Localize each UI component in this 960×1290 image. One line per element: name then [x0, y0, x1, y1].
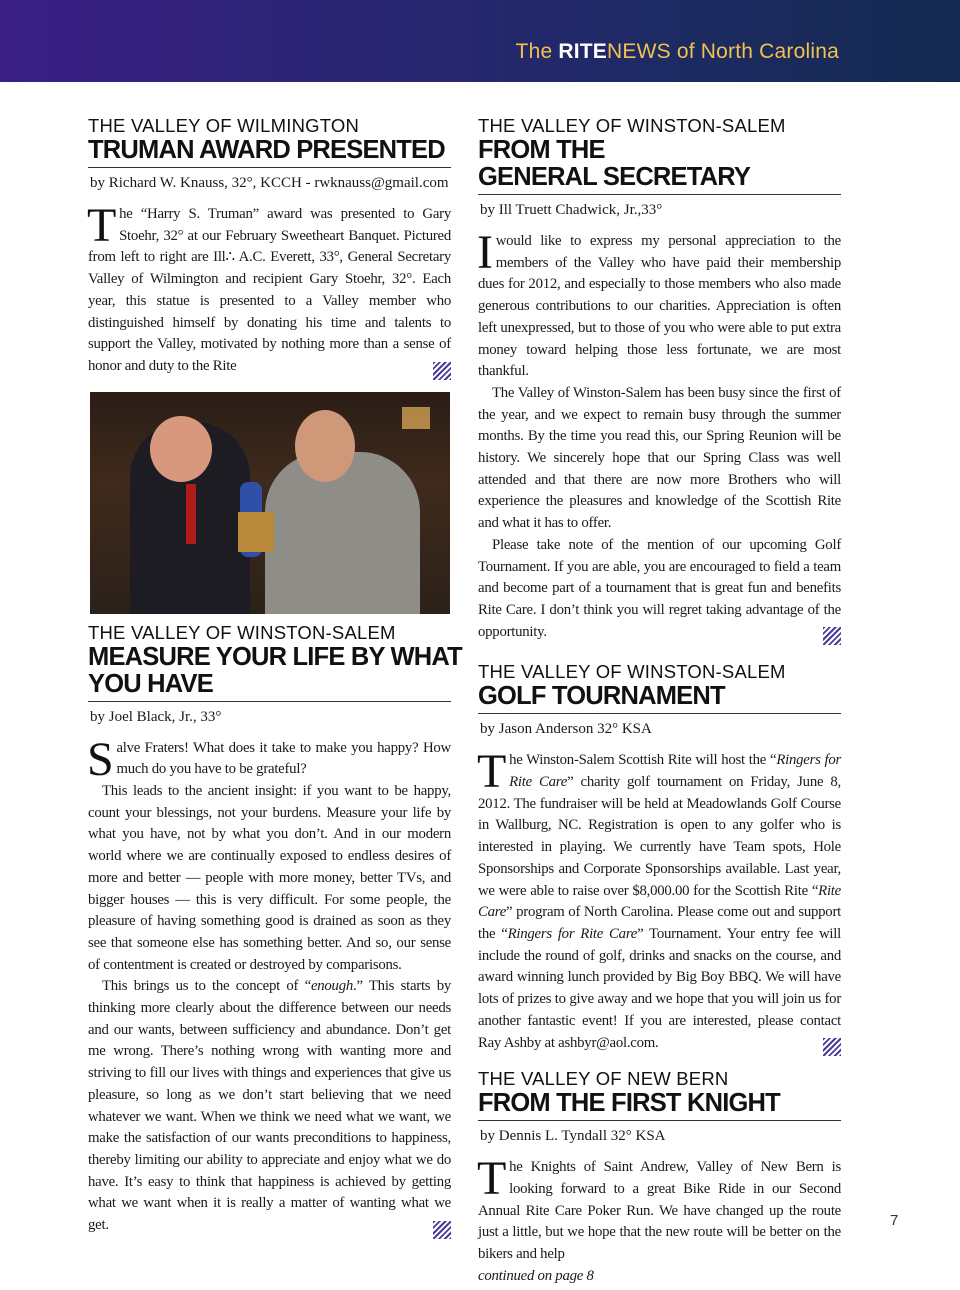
paragraph: This leads to the ancient insight: if you want to be happy, count your blessings, not your burdens. Measure your life by what you have, not by what you don’t. And in our modern world where we are continually exposed to endless desires of more and better — people with more money, better TVs, and bigger houses — this is very difficult. For some people, the pleasure of having something good is drained as soon as they see that someone else has something better. And so, our sense of contentment is created or destroyed by comparisons.	[88, 783, 451, 973]
header-banner	[0, 0, 960, 82]
article-kicker: THE VALLEY OF WINSTON-SALEM	[478, 661, 786, 683]
end-mark-icon	[433, 362, 451, 380]
end-mark-icon	[823, 1038, 841, 1056]
paragraph: Please take note of the mention of our upcoming Golf Tournament. If you are able, you are encouraged to field a team and become part of a tournament that is great fun and benefits Rite Care. I don’t think you will regret taking advantage of the opportunity.	[478, 536, 841, 640]
paragraph: The Valley of Winston-Salem has been busy since the first of the year, and we expect to remain busy through the summer months. By the time you read this, our Spring Reunion will be history. We sincerely hope that our Spring Class was well attended and that there are now more Brothers who will experience the pleasures and knowledge of the Scottish Rite and what it has to offer.	[478, 384, 841, 532]
article-byline: by Jason Anderson 32° KSA	[480, 721, 652, 738]
article-kicker: THE VALLEY OF WILMINGTON	[88, 115, 360, 136]
right-column	[478, 115, 841, 1287]
paragraph: This brings us to the concept of “enough.” This starts by thinking more clearly about the difference between our needs and our wants, between sufficiency and abundance. Don’t get me wrong. There’s nothing wrong with wanting more and striving to fill our lives with things and experiences that give us pleasure, so long as we don’t start believing that we need whatever we want. When we think we need what we want, we make the satisfaction of our wants preconditions to happiness, thereby limiting our ability to appreciate and enjoy what we do have. It’s easy to think that happiness is achieved by getting what we want when it is really a matter of wanting what we get.	[88, 978, 452, 1234]
article-first-knight	[478, 1068, 841, 1287]
article-measure-your-life	[87, 621, 462, 1237]
paragraph: Salve Fraters! What does it take to make you happy? How much do you have to be grateful?	[87, 732, 451, 786]
article-byline: by Joel Black, Jr., 33°	[90, 708, 222, 725]
paragraph: The “Harry S. Truman” award was presented to Gary Stoehr, 32° at our February Sweetheart Banquet. Pictured from left to right are Ill∴ A.C. Everett, 33°, General Secretary Valley of Wilmington and recipient Gary Stoehr, 32°. Each year, this statue is presented to a Valley member who distinguished himself by donating his time and talents to support the Valley, motivated by nothing more than a sense of honor and duty to the Rite	[87, 199, 451, 374]
article-body	[87, 199, 451, 378]
article-headline: MEASURE YOUR LIFE BY WHAT YOU HAVE	[88, 644, 451, 702]
award-photo	[90, 392, 450, 614]
left-column	[87, 115, 462, 1239]
drop-cap: T	[477, 1152, 507, 1206]
drop-cap: T	[477, 745, 507, 799]
article-byline: by Dennis L. Tyndall 32° KSA	[480, 1128, 666, 1145]
paragraph: Iwould like to express my personal appreciation to the members of the Valley who have paid their membership dues for 2012, and especially to those members who also made generous contributions to our charities. Appreciation is often left unexpressed, but to those of you who were able to put extra money toward helping those less fortunate, we are most thankful.	[477, 226, 841, 380]
article-headline: FROM THE GENERAL SECRETARY	[478, 137, 841, 195]
page-number: 7	[890, 1212, 899, 1229]
article-headline: TRUMAN AWARD PRESENTED	[88, 137, 451, 168]
article-truman-award	[88, 115, 451, 614]
end-mark-icon	[433, 1221, 451, 1239]
drop-cap: S	[87, 732, 114, 786]
article-headline: GOLF TOURNAMENT	[478, 683, 841, 714]
paragraph: The Knights of Saint Andrew, Valley of New Bern is looking forward to a great Bike Ride in our Second Annual Rite Care Poker Run. We have changed up the route just a little, but we hope that the new route will be better on the bikers and help	[477, 1152, 841, 1263]
article-kicker: THE VALLEY OF WINSTON-SALEM	[478, 115, 786, 136]
article-body	[87, 732, 452, 1237]
drop-cap: T	[87, 199, 117, 252]
article-byline: by Richard W. Knauss, 32°, KCCH - rwknauss@gmail.com	[90, 175, 449, 191]
article-byline: by Ill Truett Chadwick, Jr.,33°	[480, 202, 663, 218]
article-headline: FROM THE FIRST KNIGHT	[478, 1090, 841, 1121]
drop-cap: I	[477, 226, 493, 279]
article-golf-tournament	[478, 661, 841, 1054]
article-body	[477, 226, 841, 643]
publication-title: The RITENEWS of North Carolina	[515, 40, 839, 63]
paragraph: The Winston-Salem Scottish Rite will host the “Ringers for Rite Care” charity golf tournament on Friday, June 8, 2012. The fundraiser will be held at Meadowlands Golf Course in Wallburg, NC. Registration is open to any golfer who is interested in playing. We currently have Team spots, Hole Sponsorships and Corporate Sponsorships available. Last year, we were able to raise over $8,000.00 for the Scottish Rite “Rite Care” program of North Carolina. Please come out and support the “Ringers for Rite Care” Tournament. Your entry fee will include the round of golf, drinks and snacks on the course, and award winning lunch provided by Big Boy BBQ. We will have lots of prizes to give away and we hope that you will join us for another fantastic event! If you are interested, please contact Ray Ashby at ashbyr@aol.com.	[477, 745, 842, 1051]
article-kicker: THE VALLEY OF NEW BERN	[478, 1068, 729, 1090]
article-body	[477, 1152, 841, 1287]
article-kicker: THE VALLEY OF WINSTON-SALEM	[88, 621, 396, 643]
article-body	[477, 745, 842, 1054]
article-general-secretary	[478, 115, 841, 643]
end-mark-icon	[823, 627, 841, 645]
continued-note: continued on page 8	[478, 1267, 594, 1284]
